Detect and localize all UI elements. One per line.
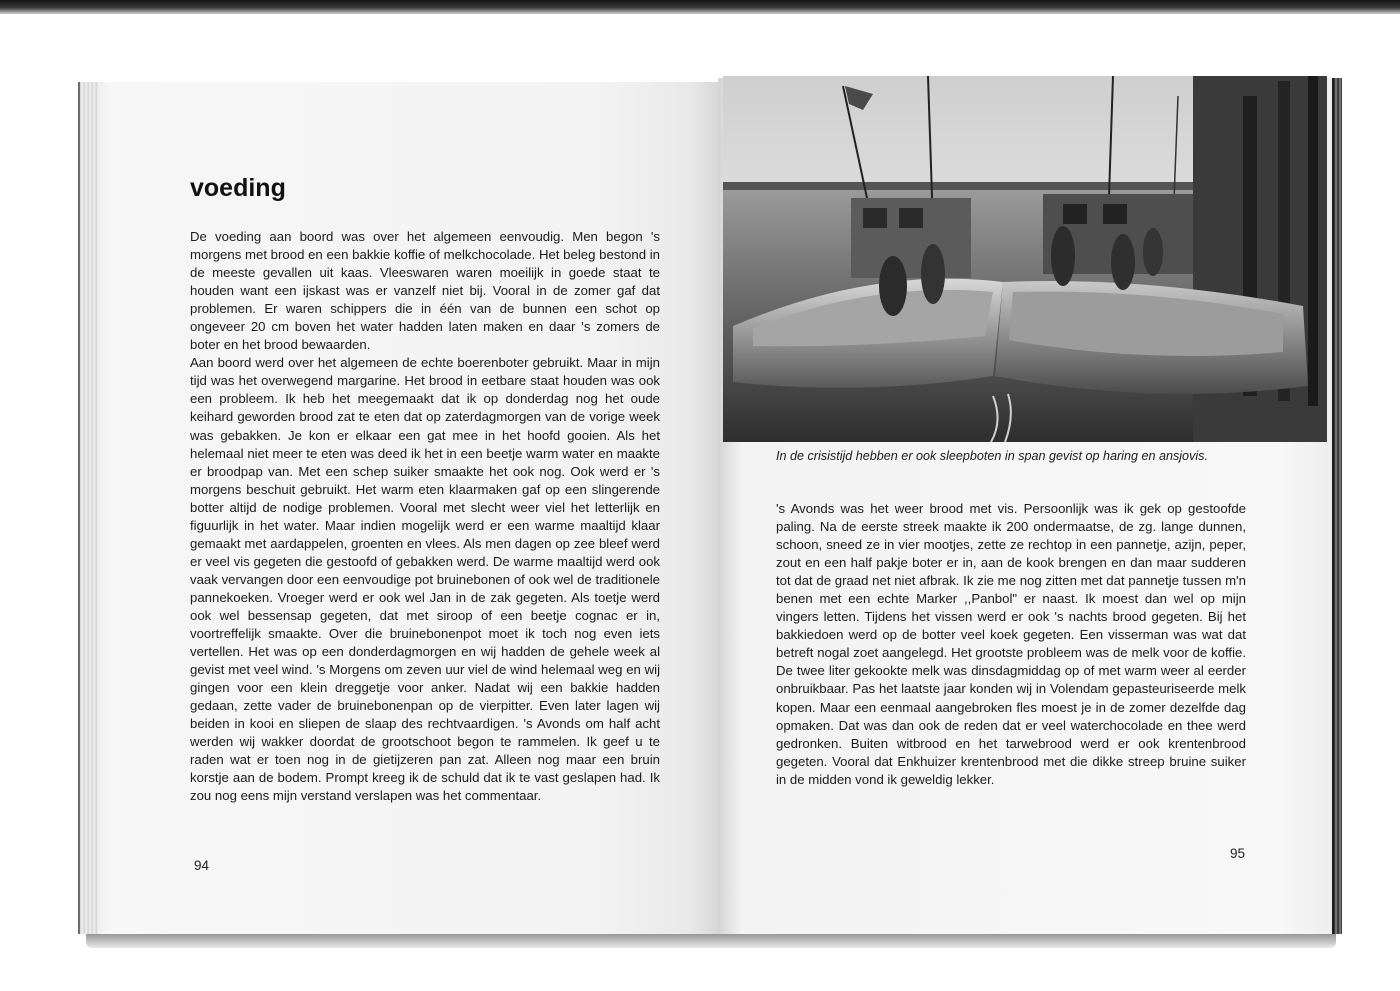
boats-photo <box>723 76 1327 442</box>
photo-caption: In de crisistijd hebben er ook sleepboten in span gevist op haring en ansjovis. <box>776 449 1208 463</box>
chapter-title: voeding <box>190 174 286 202</box>
open-book <box>78 76 1344 944</box>
right-page-edges <box>1334 78 1342 934</box>
left-page-edges <box>80 82 98 934</box>
paragraph: De voeding aan boord was over het algemeen eenvoudig. Men begon 's morgens met brood en een bakkie koffie of melkchocolade. Het beleg bestond in de meeste gevallen uit kaas. Vleeswaren waren moeilijk in goede staat te houden want een ijskast was er vanzelf niet bij. Vooral in de zomer gaf dat problemen. Er waren schippers die in één van de bunnen een schot op ongeveer 20 cm boven het water hadden laten maken en daar 's zomers de boter en het brood bewaarden. <box>190 229 660 353</box>
page-number-left: 94 <box>194 858 210 873</box>
left-page-text <box>190 228 660 806</box>
paragraph: Aan boord werd over het algemeen de echte boerenboter gebruikt. Maar in mijn tijd was het overwegend margarine. Het brood in eetbare staat houden was ook een probleem. Ik heb het meegemaakt dat ik op donderdag nog het oude keihard geworden brood zat te eten dat op zaterdagmorgen van de vorige week was gebakken. Je kon er elkaar een gat mee in het hoofd gooien. Als het helemaal niet meer te eten was deed ik het in een beetje warm water en maakte er broodpap van. Met een schep suiker smaakte het ook nog. Ook werd er 's morgens beschuit gebruikt. Het warm eten klaarmaken gaf op een slingerende botter altijd de nodige problemen. Vooral met slecht weer viel het letterlijk en figuurlijk in het water. Maar indien mogelijk werd er een warme maaltijd klaar gemaakt met aardappelen, groenten en vlees. Als men dagen op zee bleef werd er veel vis gegeten die gestoofd of gebakken werd. De warme maaltijd werd ook vaak vervangen door een eenvoudige pot bruinebonen of ook wel de traditionele pannekoeken. Vroeger werd er ook wel Jan in de zak gegeten. Als toetje werd ook wel bessensap gegeten, dat met siroop of een beetje cognac er in, voortreffelijk smaakte. Over die bruinebonenpot moet ik toch nog even iets vertellen. Het was op een donderdagmorgen en wij hadden de gehele week al gevist met veel wind. 's Morgens om zeven uur viel de wind helemaal weg en wij gingen voor een klein dreggetje voor anker. Nadat wij een bakkie hadden gedaan, zette vader de bruinebonenpan op de vierpitter. Even later lagen wij beiden in kooi en sliepen de slaap des rechtvaardigen. 's Avonds om half acht werden wij wakker doordat de grootschoot begon te rammelen. Ik geef u te raden wat er toen nog in de gietijzeren pan zat. Alleen nog maar een bruin korstje aan de bodem. Prompt kreeg ik de schuld dat ik te vast geslapen had. Ik zou nog eens mijn verstand verslapen was het commentaar. <box>190 355 660 804</box>
right-page-text: 's Avonds was het weer brood met vis. Persoonlijk was ik gek op gestoofde paling. Na de eerste streek maakte ik 200 ondermaatse, de zg. lange dunnen, schoon, sneed ze in vier mootjes, zette ze rechtop in een pannetje, azijn, peper, zout en een half pakje boter er in, aan de kook brengen en dan maar sudderen tot dat de graad net niet afbrak. Ik zie me nog zitten met dat pannetje tussen m'n benen met een echte Marker ,,Panbol" er naast. Ik moest dan wel op mijn vingers letten. Tijdens het vissen werd er ook 's nachts brood gegeten. Bij het bakkiedoen werd op de botter veel koek gegeten. Een visserman was wat dat betreft nogal zoet aangelegd. Het grootste probleem was de melk voor de koffie. De twee liter gekookte melk was dinsdagmiddag op of met warm weer al eerder onbruikbaar. Pas het laatste jaar konden wij in Volendam gepasteuriseerde melk kopen. Maar een eenmaal aangebroken fles moest je in de zomer dezelfde dag opmaken. Dat was dan ook de reden dat er veel waterchocolade en thee werd gedronken. Buiten witbrood en het tarwebrood werd er ook krentenbrood gegeten. Vooral dat Enkhuizer krentenbrood met die dikke streep bruine suiker in de midden vond ik geweldig lekker. <box>776 501 1246 787</box>
page-number-right: 95 <box>1230 846 1246 861</box>
left-page <box>78 82 720 934</box>
scanner-top-edge <box>0 0 1400 14</box>
